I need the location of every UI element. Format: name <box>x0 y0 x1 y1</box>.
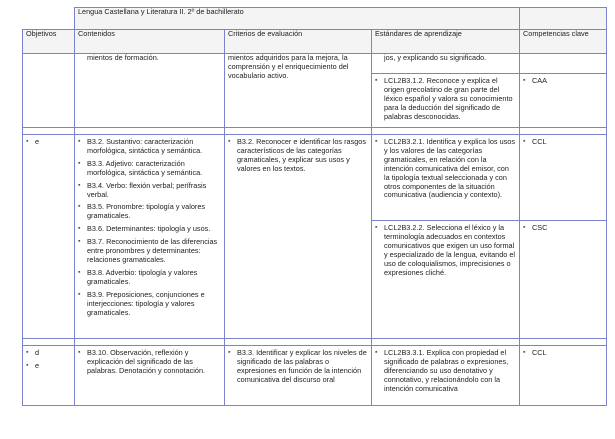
cont-estandar-tail: jos, y explicando su significado. <box>372 54 520 74</box>
competencia-ccl: ▪ CCL <box>523 349 603 358</box>
header-competencias: Competencias clave <box>520 30 607 54</box>
table-title: Lengua Castellana y Literatura II. 2º de bachillerato <box>75 8 520 30</box>
table-row <box>23 135 607 221</box>
curriculum-table <box>22 7 607 406</box>
cont-contenidos: mientos de formación. <box>75 54 225 128</box>
estandar-b3-2-2: ▪ LCL2B3.2.2. Selecciona el léxico y la terminología adecuados en contextos comunicativos que exigen un uso formal y especializado de la lengua, evitando el uso de coloquialismos, imprecisiones o expresiones cliché. <box>375 224 516 277</box>
title-row <box>23 8 607 30</box>
list-item: ▪ B3.5. Pronombre: tipología y valores gramaticales. <box>78 203 221 221</box>
objetivo-e: ▪ e <box>26 138 71 147</box>
estandar-b3-3-1: ▪ LCL2B3.3.1. Explica con propiedad el significado de palabras o expresiones, diferenciando su uso denotativo y connotativo, y relacionándolo con la intención comunicativa <box>375 349 516 394</box>
competencia-ccl: ▪ CCL <box>523 138 603 147</box>
list-item: ▪ B3.6. Determinantes: tipología y usos. <box>78 225 221 234</box>
spacer-row <box>23 339 607 346</box>
competencia-csc: ▪ CSC <box>523 224 603 233</box>
table-row <box>23 54 607 74</box>
criterio-b3-2: ▪ B3.2. Reconocer e identificar los rasgos característicos de las categorías gramaticales, y explicar sus usos y valores en los textos. <box>228 138 368 174</box>
objetivo-e: ▪ e <box>26 362 71 371</box>
table-row <box>23 346 607 406</box>
list-item: ▪ B3.8. Adverbio: tipología y valores gramaticales. <box>78 269 221 287</box>
objetivo-d: ▪ d <box>26 349 71 358</box>
list-item: ▪ B3.9. Preposiciones, conjunciones e interjecciones: tipología y valores gramaticales. <box>78 291 221 318</box>
estandar-b3-2-1: ▪ LCL2B3.2.1. Identifica y explica los usos y los valores de las categorías gramaticales, en relación con la intención comunicativa del emisor, con la tipología textual seleccionada y con otros componentes de la situación comunicativa (audiencia y contexto). <box>375 138 516 200</box>
header-contenidos: Contenidos <box>75 30 225 54</box>
contenidos-list <box>75 135 225 339</box>
spacer-row <box>23 128 607 135</box>
header-objetivos: Objetivos <box>23 30 75 54</box>
list-item: ▪ B3.7. Reconocimiento de las diferencias entre pronombres y determinantes: relaciones gramaticales. <box>78 238 221 265</box>
list-item: ▪ B3.2. Sustantivo: caracterización morfológica, sintáctica y semántica. <box>78 138 221 156</box>
header-row <box>23 30 607 54</box>
list-item: ▪ B3.4. Verbo: flexión verbal; perífrasis verbal. <box>78 182 221 200</box>
cont-competencia: ▪ CAA <box>523 77 603 86</box>
list-item: ▪ B3.3. Adjetivo: caracterización morfológica, sintáctica y semántica. <box>78 160 221 178</box>
criterio-b3-3: ▪ B3.3. Identificar y explicar los niveles de significado de las palabras o expresiones en función de la intención comunicativa del discurso oral <box>228 349 368 385</box>
contenido-b3-10: ▪ B3.10. Observación, reflexión y explicación del significado de las palabras. Denotación y connotación. <box>78 349 221 376</box>
header-criterios: Criterios de evaluación <box>225 30 372 54</box>
cont-estandar: ▪ LCL2B3.1.2. Reconoce y explica el origen grecolatino de gran parte del léxico español y valora su conocimiento para la deducción del significado de palabras desconocidas. <box>375 77 516 122</box>
header-estandares: Estándares de aprendizaje <box>372 30 520 54</box>
cont-criterios: mientos adquiridos para la mejora, la comprensión y el enriquecimiento del vocabulario activo. <box>225 54 372 128</box>
